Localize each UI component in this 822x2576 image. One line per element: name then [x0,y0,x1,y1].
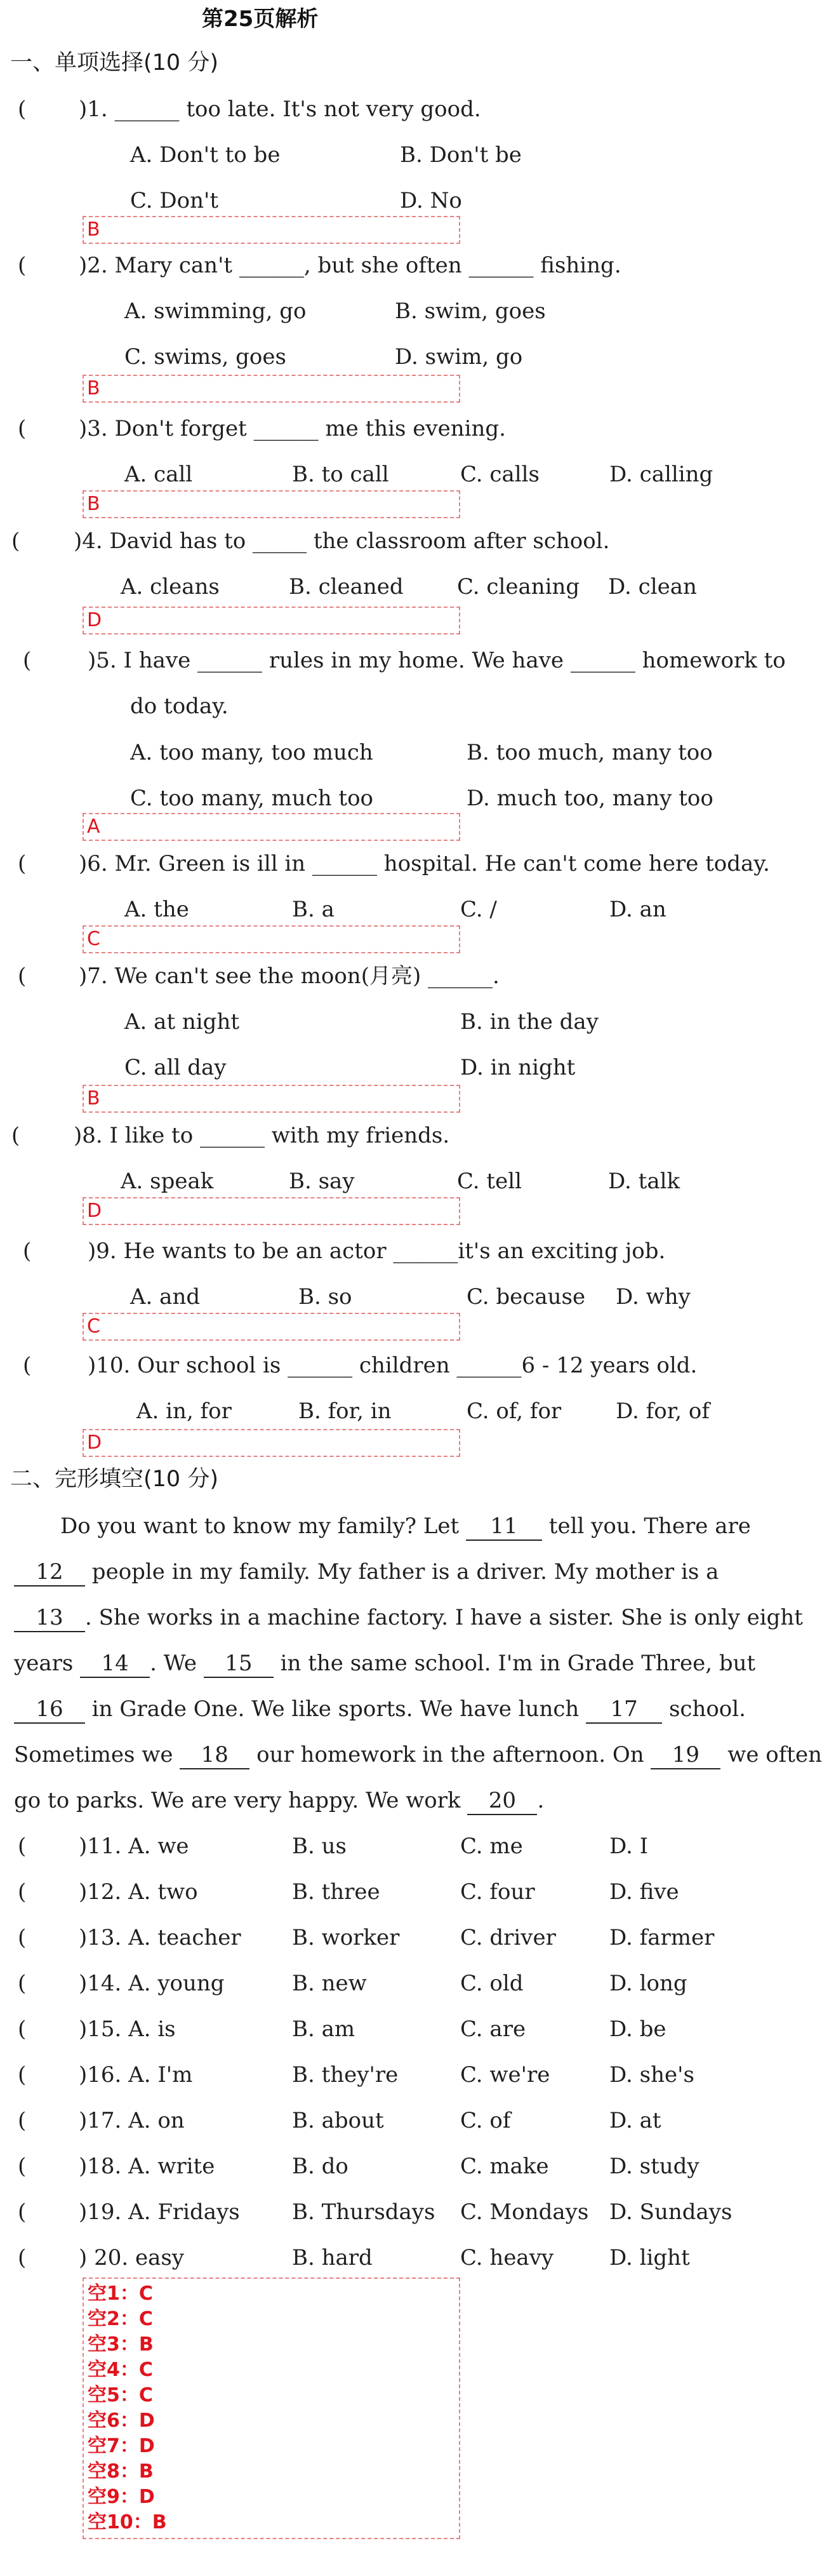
cloze-answer: 空3：B [88,2333,154,2356]
option-a: A. speak [121,1169,214,1194]
paren: ( [23,1353,32,1378]
question-stem: )7. We can't see the moon(月亮) ______. [79,963,500,989]
cloze-text: . [537,1788,545,1813]
cloze-question-13 [0,1925,767,1963]
cloze-blank: 18 [180,1742,249,1769]
option-a: A. too many, too much [130,740,373,765]
option-a: A. call [124,462,193,487]
paren: ( [11,1123,20,1148]
option-c: C. all day [124,1055,227,1080]
question-stem: )5. I have ______ rules in my home. We have ______ homework to [88,648,786,673]
option-b: B. say [289,1169,355,1194]
answer-box-3 [83,490,460,518]
answer-box-4 [83,607,460,634]
section-2-title: 二、完形填空(10 分) [10,1466,218,1492]
paren: ( [18,2108,27,2133]
paren: ( [18,2245,27,2271]
cloze-question-19 [0,2199,767,2237]
cloze-question-17 [0,2108,767,2146]
option-b: B. Thursdays [292,2199,435,2225]
cloze-blank: 20 [467,1788,537,1815]
paren: ( [18,1879,27,1905]
question-stem: )3. Don't forget ______ me this evening. [79,416,506,441]
option-a: A. the [124,897,189,922]
cloze-blank: 17 [586,1696,662,1724]
option-d: D. an [609,897,666,922]
question-stem-cont: do today. [130,694,229,719]
cloze-line-3 [14,1605,803,1632]
option-d: D. farmer [609,1925,715,1950]
option-b: B. cleaned [289,574,404,600]
answer-text: B [87,218,100,241]
paren: ( [18,2199,27,2225]
option-d: D. No [400,188,462,213]
answer-box-6 [83,925,460,953]
cloze-text: Sometimes we [14,1742,180,1768]
option-d: D. why [616,1284,691,1310]
paren: ( [18,2016,27,2042]
answer-box-10 [83,1429,460,1457]
cloze-text: tell you. There are [542,1513,751,1539]
question-stem: )19. A. Fridays [79,2199,240,2225]
cloze-line-7 [14,1788,757,1815]
question-stem: )4. David has to _____ the classroom after school. [74,528,610,554]
cloze-blank: 15 [204,1651,274,1678]
option-c: C. cleaning [457,574,580,600]
option-d: D. calling [609,462,713,487]
option-d: D. talk [608,1169,680,1194]
option-b: B. am [292,2016,355,2042]
answer-box-1 [83,216,460,244]
question-stem: )12. A. two [79,1879,198,1905]
option-b: B. hard [292,2245,373,2271]
cloze-text: . She works in a machine factory. I have a sister. She is only eight [85,1605,803,1630]
option-c: C. of, for [467,1399,562,1424]
answer-text: B [87,377,100,399]
cloze-line-6 [14,1742,822,1769]
option-d: D. be [609,2016,666,2042]
option-c: C. we're [460,2062,550,2088]
question-stem: )14. A. young [79,1971,225,1996]
option-d: D. light [609,2245,690,2271]
cloze-blank: 11 [466,1513,542,1541]
answer-text: C [87,928,100,950]
cloze-line-5 [14,1696,757,1724]
cloze-text: in the same school. I'm in Grade Three, but [273,1651,756,1676]
answer-text: D [87,1432,102,1454]
cloze-answer: 空9：D [88,2486,155,2508]
cloze-answer: 空6：D [88,2410,155,2432]
paren: ( [18,416,27,441]
option-b: B. they're [292,2062,399,2088]
paren: ( [18,963,27,989]
option-a: A. cleans [121,574,220,600]
question-stem: )1. ______ too late. It's not very good. [79,97,481,122]
question-stem: )8. I like to ______ with my friends. [74,1123,450,1148]
option-d: D. Sundays [609,2199,733,2225]
option-b: B. swim, goes [395,299,546,324]
cloze-blank: 12 [14,1559,85,1587]
page-title: 第25页解析 [202,6,319,32]
paren: ( [11,528,20,554]
paren: ( [18,1925,27,1950]
paren: ( [23,1238,32,1264]
cloze-question-14 [0,1971,767,2009]
paren: ( [18,97,27,122]
option-d: D. study [609,2154,699,2179]
cloze-question-18 [0,2154,767,2192]
paren: ( [18,253,27,278]
cloze-blank: 14 [80,1651,150,1678]
cloze-answer: 空5：C [88,2384,153,2406]
cloze-answer: 空8：B [88,2460,154,2483]
cloze-text: school. [662,1696,746,1722]
option-c: C. Don't [130,188,219,213]
option-c: C. driver [460,1925,556,1950]
section-1-title: 一、单项选择(10 分) [10,50,218,76]
cloze-question-16 [0,2062,767,2100]
answer-text: A [87,815,100,838]
answer-box-5 [83,813,460,841]
option-b: B. to call [292,462,389,487]
question-stem: )6. Mr. Green is ill in ______ hospital. He can't come here today. [79,851,770,876]
option-c: C. tell [457,1169,522,1194]
question-stem: )16. A. I'm [79,2062,193,2088]
cloze-answer: 空1：C [88,2283,153,2305]
cloze-answers-box [83,2277,460,2539]
option-b: B. about [292,2108,384,2133]
paren: ( [18,1971,27,1996]
option-b: B. us [292,1834,347,1859]
option-a: A. and [130,1284,201,1310]
cloze-question-12 [0,1879,767,1917]
paren: ( [18,1834,27,1859]
option-d: D. in night [460,1055,576,1080]
answer-text: D [87,1200,102,1222]
answer-text: D [87,609,102,631]
option-c: C. make [460,2154,549,2179]
option-d: D. for, of [616,1399,710,1424]
option-d: D. swim, go [395,344,523,370]
answer-text: B [87,1087,100,1110]
question-stem: )15. A. is [79,2016,176,2042]
cloze-answer: 空7：D [88,2435,155,2457]
cloze-text: . We [150,1651,204,1676]
paren: ( [18,2154,27,2179]
option-b: B. worker [292,1925,400,1950]
question-stem: )10. Our school is ______ children ______6 - 12 years old. [88,1353,698,1378]
answer-box-2 [83,375,460,403]
answer-text: C [87,1315,100,1338]
question-stem: )13. A. teacher [79,1925,241,1950]
question-stem: ) 20. easy [79,2245,184,2271]
cloze-text: years [14,1651,81,1676]
option-c: C. are [460,2016,526,2042]
answer-box-8 [83,1197,460,1225]
cloze-blank: 16 [14,1696,85,1724]
option-c: C. heavy [460,2245,554,2271]
paren: ( [23,648,32,673]
option-c: C. of [460,2108,511,2133]
option-d: D. five [609,1879,679,1905]
cloze-blank: 13 [14,1605,85,1632]
cloze-question-15 [0,2016,767,2055]
option-c: C. swims, goes [124,344,286,370]
option-a: A. Don't to be [130,142,281,168]
option-b: B. do [292,2154,348,2179]
cloze-line-4 [14,1651,757,1678]
option-b: B. new [292,1971,367,1996]
option-c: C. / [460,897,497,922]
option-c: C. four [460,1879,535,1905]
cloze-text: Do you want to know my family? Let [60,1513,466,1539]
option-b: B. Don't be [400,142,522,168]
option-d: D. much too, many too [467,786,713,811]
option-a: A. at night [124,1009,240,1035]
cloze-answer: 空2：C [88,2308,153,2330]
cloze-text: our homework in the afternoon. On [249,1742,651,1768]
option-b: B. in the day [460,1009,599,1035]
option-b: B. for, in [298,1399,392,1424]
option-a: A. in, for [136,1399,232,1424]
cloze-text: go to parks. We are very happy. We work [14,1788,468,1813]
cloze-line-2 [14,1559,757,1587]
option-d: D. she's [609,2062,694,2088]
question-stem: )18. A. write [79,2154,215,2179]
cloze-answer: 空10：B [88,2511,167,2533]
cloze-text: people in my family. My father is a driver. My mother is a [85,1559,719,1585]
option-c: C. because [467,1284,586,1310]
option-d: D. long [609,1971,687,1996]
option-b: B. so [298,1284,352,1310]
answer-box-9 [83,1313,460,1341]
option-c: C. too many, much too [130,786,374,811]
option-c: C. Mondays [460,2199,589,2225]
cloze-answer: 空4：C [88,2359,153,2381]
cloze-line-1 [60,1513,803,1541]
cloze-question-11 [0,1834,767,1872]
cloze-text: in Grade One. We like sports. We have lunch [85,1696,587,1722]
option-d: D. clean [608,574,697,600]
question-stem: )11. A. we [79,1834,189,1859]
answer-text: B [87,493,100,515]
option-c: C. calls [460,462,540,487]
option-a: A. swimming, go [124,299,307,324]
answer-box-7 [83,1085,460,1113]
option-b: B. a [292,897,335,922]
option-c: C. old [460,1971,524,1996]
option-b: B. three [292,1879,380,1905]
paren: ( [18,851,27,876]
option-d: D. I [609,1834,649,1859]
option-b: B. too much, many too [467,740,713,765]
question-stem: )2. Mary can't ______, but she often ______ fishing. [79,253,621,278]
option-d: D. at [609,2108,661,2133]
paren: ( [18,2062,27,2088]
cloze-text: we often [720,1742,822,1768]
question-stem: )9. He wants to be an actor ______it's an exciting job. [88,1238,666,1264]
cloze-blank: 19 [651,1742,720,1769]
question-stem: )17. A. on [79,2108,185,2133]
option-c: C. me [460,1834,523,1859]
